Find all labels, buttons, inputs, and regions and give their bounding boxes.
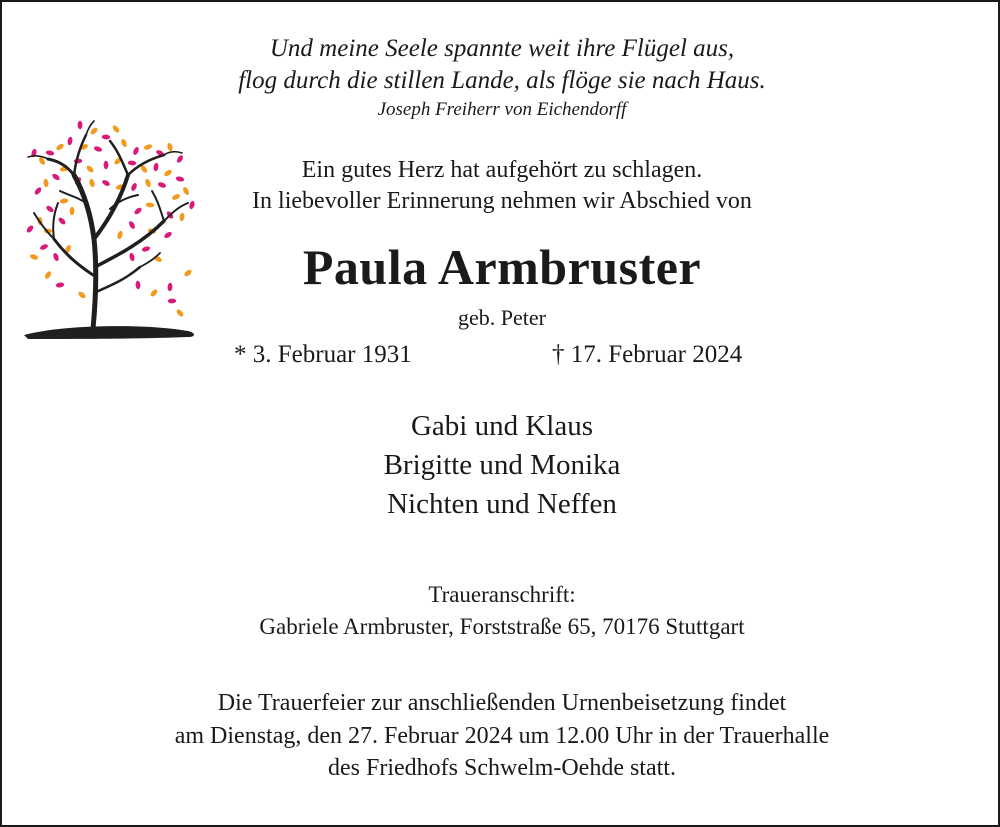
leaf-shape: [89, 126, 98, 135]
address-value: Gabriele Armbruster, Forststraße 65, 70176 Stuttgart: [259, 614, 745, 639]
leaf-shape: [163, 231, 173, 240]
intro-line: Ein gutes Herz hat aufgehört zu schlagen.: [301, 157, 703, 183]
mourner-line: Brigitte und Monika: [383, 449, 621, 481]
leaf-shape: [179, 212, 185, 221]
birth-date: * 3. Februar 1931: [234, 341, 412, 368]
leaf-shape: [168, 299, 176, 304]
leaf-shape: [120, 138, 128, 148]
poem-line: Und meine Seele spannte weit ihre Flügel aus,: [269, 35, 735, 62]
deceased-name: Paula Armbruster: [302, 239, 702, 295]
leaf-shape: [93, 145, 103, 152]
leaf-shape: [25, 224, 34, 233]
leaf-shape: [45, 150, 54, 156]
leaf-shape: [57, 216, 66, 225]
leaf-shape: [157, 181, 167, 188]
address-label: Traueranschrift:: [428, 582, 576, 607]
mourner-line: Nichten und Neffen: [387, 488, 617, 520]
leaf-shape: [78, 121, 83, 129]
leaf-shape: [102, 134, 111, 139]
leaf-shape: [67, 137, 73, 146]
birth-name: geb. Peter: [458, 305, 546, 330]
leaf-shape: [111, 124, 120, 134]
leaf-shape: [128, 220, 136, 230]
leaf-shape: [143, 143, 153, 150]
mourner-line: Gabi und Klaus: [410, 410, 594, 442]
ceremony-line: des Friedhofs Schwelm-Oehde statt.: [328, 755, 676, 781]
ceremony-line: Die Trauerfeier zur anschließenden Urnenbeisetzung findet: [217, 690, 787, 716]
leaf-shape: [167, 142, 174, 151]
poem-author: Joseph Freiherr von Eichendorff: [377, 99, 627, 120]
leaf-shape: [132, 146, 140, 156]
intro-line: In liebevoller Erinnerung nehmen wir Abschied von: [252, 188, 752, 214]
ceremony-line: am Dienstag, den 27. Februar 2024 um 12.00 Uhr in der Trauerhalle: [174, 723, 830, 749]
leaf-shape: [55, 143, 65, 152]
poem-line: flog durch die stillen Lande, als flöge sie nach Haus.: [238, 67, 766, 94]
leaf-shape: [116, 230, 123, 239]
death-date: † 17. Februar 2024: [552, 341, 743, 368]
